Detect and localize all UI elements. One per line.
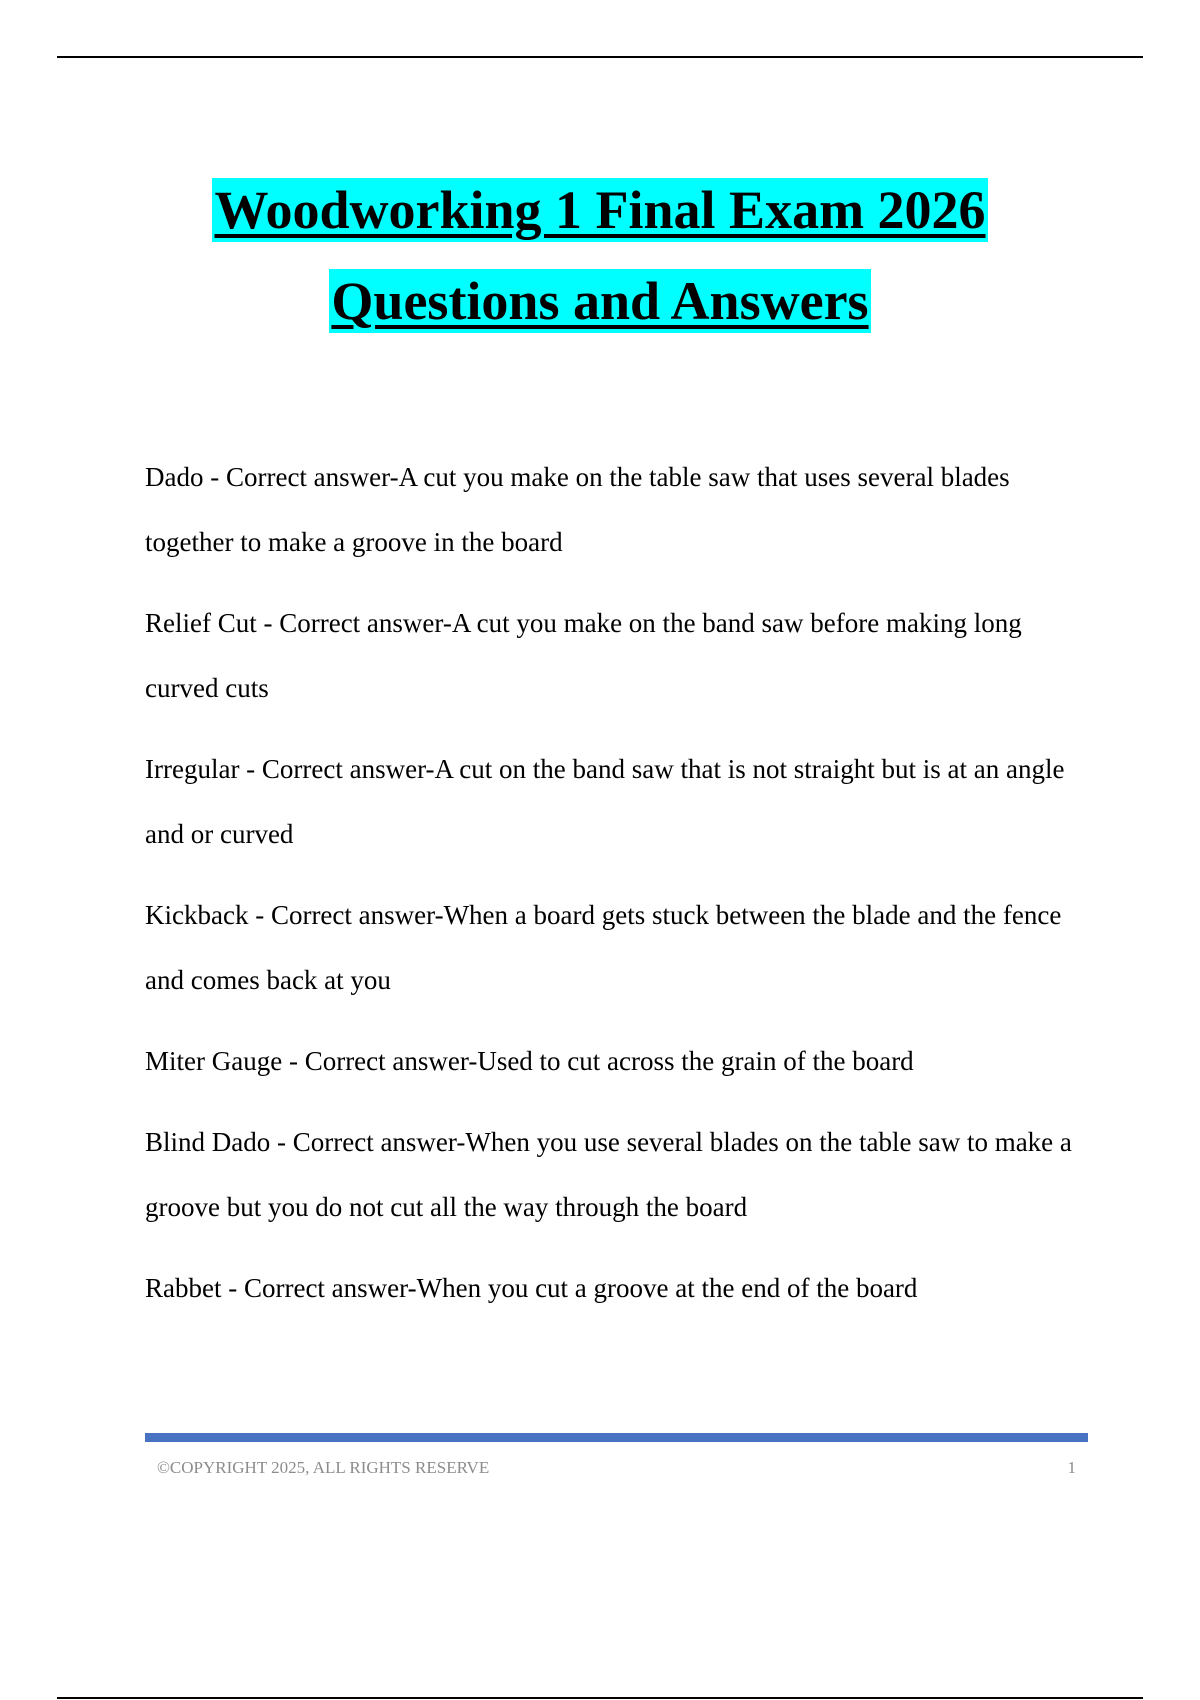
footer-bar: [145, 1433, 1088, 1442]
qa-entry-kickback: Kickback - Correct answer-When a board gets stuck between the blade and the fence and comes back at you: [145, 900, 1062, 995]
qa-entry-relief-cut: Relief Cut - Correct answer-A cut you make on the band saw before making long curved cuts: [145, 608, 1022, 703]
qa-entry-miter-gauge: Miter Gauge - Correct answer-Used to cut across the grain of the board: [145, 1046, 914, 1076]
bottom-rule: [57, 1697, 1143, 1699]
qa-entry-rabbet: Rabbet - Correct answer-When you cut a groove at the end of the board: [145, 1273, 918, 1303]
qa-entry-blind-dado: Blind Dado - Correct answer-When you use several blades on the table saw to make a groove but you do not cut all the way through the board: [145, 1127, 1072, 1222]
top-rule: [57, 56, 1143, 58]
title-text-2: Questions and Answers: [331, 271, 869, 331]
qa-list: [145, 445, 1085, 1337]
footer-page-number: 1: [1067, 1458, 1076, 1477]
title-line-2: [0, 269, 1200, 333]
title-line-1: [0, 178, 1200, 242]
title-text-1: Woodworking 1 Final Exam 2026: [214, 180, 986, 240]
qa-entry-dado: Dado - Correct answer-A cut you make on the table saw that uses several blades together to make a groove in the board: [145, 462, 1010, 557]
document-title: [0, 178, 1200, 333]
qa-entry-irregular: Irregular - Correct answer-A cut on the band saw that is not straight but is at an angle and or curved: [145, 754, 1065, 849]
footer-copyright: ©COPYRIGHT 2025, ALL RIGHTS RESERVE: [157, 1458, 490, 1477]
